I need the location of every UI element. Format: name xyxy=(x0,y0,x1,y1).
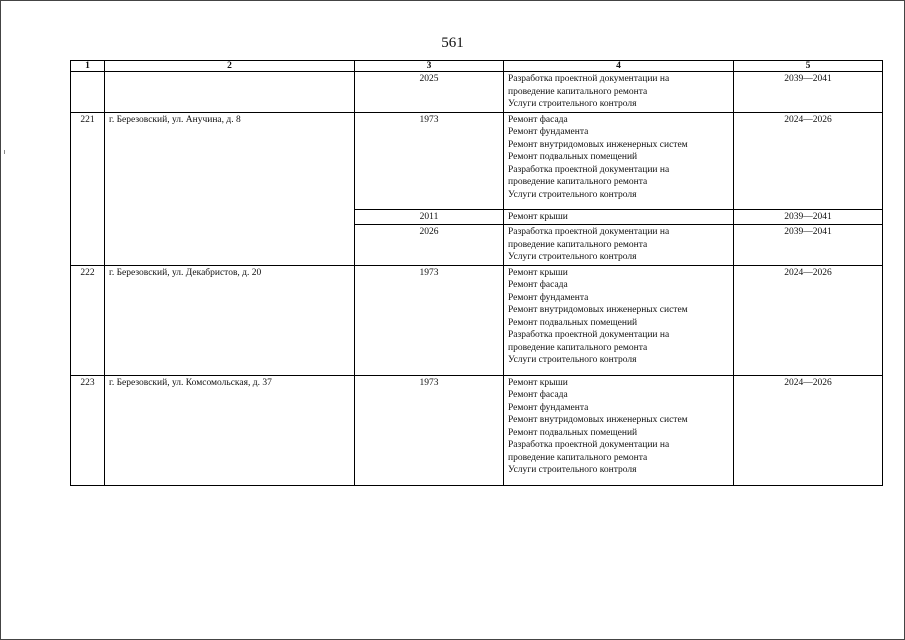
work-item: проведение капитального ремонта xyxy=(508,86,648,97)
header-row xyxy=(71,61,883,72)
works-cell xyxy=(504,225,734,266)
row-number-cell xyxy=(71,72,105,113)
table-row xyxy=(71,112,883,209)
works-cell xyxy=(504,375,734,485)
year-cell: 1973 xyxy=(355,265,504,375)
scan-mark xyxy=(4,150,5,154)
work-item: Разработка проектной документации на xyxy=(508,164,670,175)
year-cell: 2025 xyxy=(355,72,504,113)
row-number-cell: 221 xyxy=(71,112,105,265)
work-item: Услуги строительного контроля xyxy=(508,355,637,365)
table-body xyxy=(71,72,883,486)
work-item: Ремонт крыши xyxy=(508,211,568,222)
period-cell: 2039—2041 xyxy=(734,72,883,113)
work-item: Ремонт фасада xyxy=(508,390,568,400)
period-cell: 2039—2041 xyxy=(734,225,883,266)
work-item: Ремонт внутридомовых инженерных систем xyxy=(508,139,688,150)
address-cell: г. Березовский, ул. Комсомольская, д. 37 xyxy=(105,375,355,485)
works-cell xyxy=(504,72,734,113)
work-item: Услуги строительного контроля xyxy=(508,99,637,109)
work-item: Ремонт внутридомовых инженерных систем xyxy=(508,415,688,425)
work-item: Ремонт крыши xyxy=(508,377,568,388)
period-cell: 2024—2026 xyxy=(734,375,883,485)
work-item: Ремонт фасада xyxy=(508,280,568,290)
work-item: Разработка проектной документации на xyxy=(508,330,670,340)
year-cell: 1973 xyxy=(355,375,504,485)
column-header-1: 1 xyxy=(71,61,105,72)
work-item: Ремонт подвальных помещений xyxy=(508,317,638,328)
address-cell xyxy=(105,72,355,113)
year-cell: 2011 xyxy=(355,209,504,225)
work-item: Ремонт подвальных помещений xyxy=(508,427,638,438)
work-item: Разработка проектной документации на xyxy=(508,440,670,450)
work-item: Разработка проектной документации на xyxy=(508,227,670,237)
work-item: проведение капитального ремонта xyxy=(508,452,648,463)
works-table xyxy=(70,60,883,486)
works-cell xyxy=(504,209,734,225)
period-cell: 2024—2026 xyxy=(734,265,883,375)
works-cell xyxy=(504,265,734,375)
work-item: проведение капитального ремонта xyxy=(508,342,648,353)
work-item: Разработка проектной документации на xyxy=(508,74,670,84)
table-row xyxy=(71,72,883,113)
work-item: Ремонт внутридомовых инженерных систем xyxy=(508,305,688,315)
work-item: Услуги строительного контроля xyxy=(508,252,637,262)
column-header-4: 4 xyxy=(504,61,734,72)
work-item: Услуги строительного контроля xyxy=(508,465,637,475)
work-item: Ремонт крыши xyxy=(508,267,568,278)
year-cell: 1973 xyxy=(355,112,504,209)
year-cell: 2026 xyxy=(355,225,504,266)
address-cell: г. Березовский, ул. Анучина, д. 8 xyxy=(105,112,355,265)
table-row xyxy=(71,375,883,485)
column-header-2: 2 xyxy=(105,61,355,72)
column-header-5: 5 xyxy=(734,61,883,72)
work-item: Ремонт фундамента xyxy=(508,402,589,413)
work-item: Ремонт фундамента xyxy=(508,127,589,137)
period-cell: 2039—2041 xyxy=(734,209,883,225)
works-cell xyxy=(504,112,734,209)
work-item: проведение капитального ремонта xyxy=(508,239,648,250)
work-item: Ремонт фасада xyxy=(508,114,568,125)
work-item: Ремонт фундамента xyxy=(508,292,589,303)
work-item: проведение капитального ремонта xyxy=(508,177,648,187)
column-header-3: 3 xyxy=(355,61,504,72)
period-cell: 2024—2026 xyxy=(734,112,883,209)
row-number-cell: 223 xyxy=(71,375,105,485)
work-item: Ремонт подвальных помещений xyxy=(508,152,638,162)
table-row xyxy=(71,265,883,375)
row-number-cell: 222 xyxy=(71,265,105,375)
page-number: 561 xyxy=(441,35,464,51)
address-cell: г. Березовский, ул. Декабристов, д. 20 xyxy=(105,265,355,375)
work-item: Услуги строительного контроля xyxy=(508,189,637,200)
